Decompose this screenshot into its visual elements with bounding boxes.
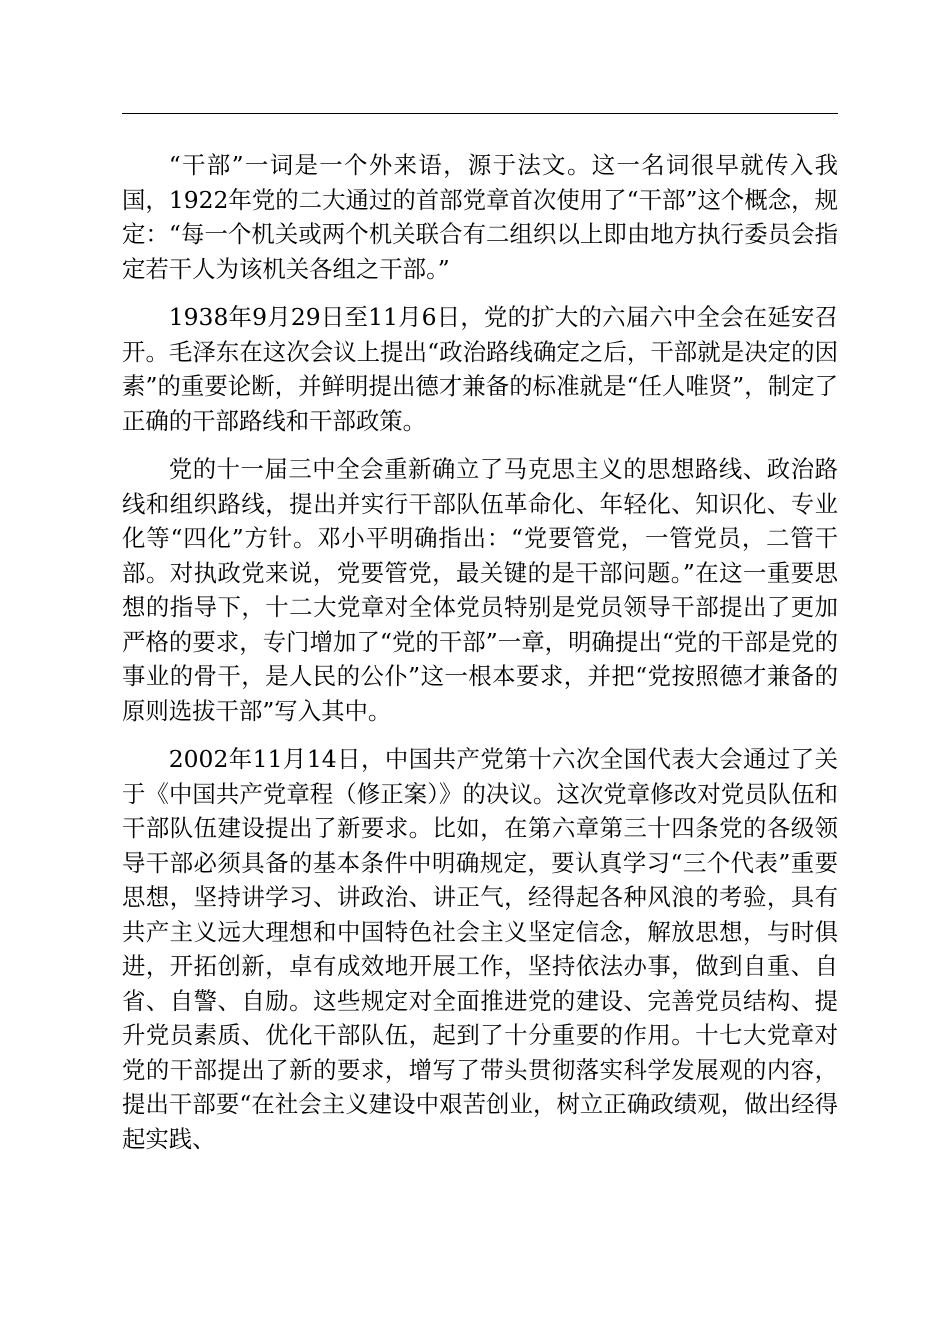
header-rule: [122, 113, 838, 114]
paragraph-4: 2002年11月14日，中国共产党第十六次全国代表大会通过了关于《中国共产党章程（修正案）》的决议。这次党章修改对党员队伍和干部队伍建设提出了新要求。比如，在第六章第三十四条党的各级领导干部必须具备的基本条件中明确规定，要认真学习“三个代表”重要思想，坚持讲学习、讲政治、讲正气，经得起各种风浪的考验，具有共产主义远大理想和中国特色社会主义坚定信念，解放思想，与时俱进，开拓创新，卓有成效地开展工作，坚持依法办事，做到自重、自省、自警、自励。这些规定对全面推进党的建设、完善党员结构、提升党员素质、优化干部队伍，起到了十分重要的作用。十七大党章对党的干部提出了新的要求，增写了带头贯彻落实科学发展观的内容，提出干部要“在社会主义建设中艰苦创业，树立正确政绩观，做出经得起实践、: [122, 745, 838, 1153]
paragraph-2: 1938年9月29日至11月6日，党的扩大的六届六中全会在延安召开。毛泽东在这次会议上提出“政治路线确定之后，干部就是决定的因素”的重要论断，并鲜明提出德才兼备的标准就是“任人唯贤”，制定了正确的干部路线和干部政策。: [122, 303, 838, 435]
paragraph-3: 党的十一届三中全会重新确立了马克思主义的思想路线、政治路线和组织路线，提出并实行干部队伍革命化、年轻化、知识化、专业化等“四化”方针。邓小平明确指出：“党要管党，一管党员，二管干部。对执政党来说，党要管党，最关键的是干部问题。”在这一重要思想的指导下，十二大党章对全体党员特别是党员领导干部提出了更加严格的要求，专门增加了“党的干部”一章，明确提出“党的干部是党的事业的骨干，是人民的公仆”这一根本要求，并把“党按照德才兼备的原则选拔干部”写入其中。: [122, 455, 838, 725]
paragraph-1: “干部”一词是一个外来语，源于法文。这一名词很早就传入我国，1922年党的二大通过的首部党章首次使用了“干部”这个概念，规定：“每一个机关或两个机关联合有二组织以上即由地方执行委员会指定若干人为该机关各组之干部。”: [122, 151, 838, 283]
document-body: [122, 148, 838, 1170]
